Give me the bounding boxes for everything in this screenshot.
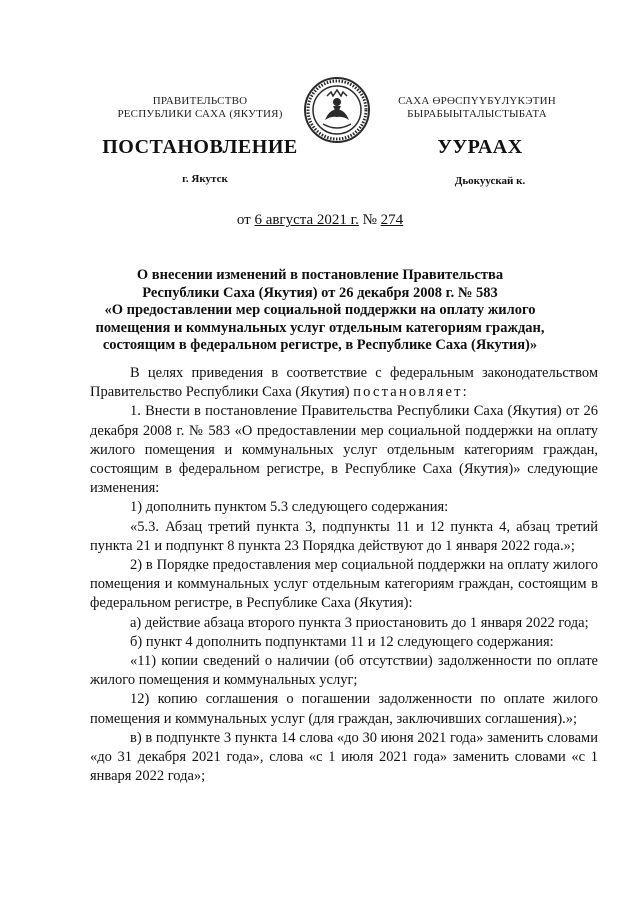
issuer-right bbox=[372, 95, 582, 121]
body-paragraph: 12) копию соглашения о погашении задолженности по оплате жилого помещения и коммунальных услуг (для граждан, заключивших соглашения).»; bbox=[90, 691, 598, 727]
preamble-text: В целях приведения в соответствие с федеральным законодательством Правительство Республики Саха (Якутия) bbox=[90, 365, 598, 401]
date-prefix: от bbox=[236, 212, 251, 228]
issuer-right-line1: САХА ӨРӨСПҮҮБҮЛҮКЭТИН bbox=[398, 95, 556, 107]
body-paragraph: 1) дополнить пунктом 5.3 следующего содержания: bbox=[130, 499, 449, 516]
body-paragraph: 1. Внести в постановление Правительства Республики Саха (Якутия) от 26 декабря 2008 г. № 583 «О предоставлении мер социальной поддержки на оплату жилого помещения и коммунальных услуг отдельным категориям граждан, состоящим в федеральном регистре, в Республике Саха (Якутия)» следующие изменения: bbox=[90, 403, 598, 497]
doc-type-left: ПОСТАНОВЛЕНИЕ bbox=[102, 136, 298, 158]
document-title bbox=[90, 267, 550, 355]
doc-type-right: УУРААХ bbox=[437, 136, 523, 158]
document-number: 274 bbox=[380, 212, 404, 228]
date-value: 6 августа 2021 г. bbox=[254, 212, 359, 228]
body-paragraph: а) действие абзаца второго пункта 3 приостановить до 1 января 2022 года; bbox=[130, 614, 589, 631]
number-sign: № bbox=[362, 212, 377, 228]
title-line: состоящим в федеральном регистре, в Республике Саха (Якутия)» bbox=[102, 337, 538, 353]
issuer-left-line2: РЕСПУБЛИКИ САХА (ЯКУТИЯ) bbox=[117, 108, 283, 120]
issuer-left-line1: ПРАВИТЕЛЬСТВО bbox=[152, 95, 248, 107]
title-line: О внесении изменений в постановление Правительства bbox=[136, 267, 504, 283]
city-right: Дьокуускай к. bbox=[454, 175, 526, 187]
title-line: «О предоставлении мер социальной поддержки на оплату жилого bbox=[104, 302, 536, 318]
body-paragraph: 2) в Порядке предоставления мер социальной поддержки на оплату жилого помещения и коммунальных услуг отдельным категориям граждан, состоящим в федеральном регистре, в Республике Саха (Якутия): bbox=[90, 557, 598, 612]
issuer-left bbox=[95, 95, 305, 121]
coat-of-arms-emblem bbox=[303, 76, 371, 144]
preamble-paragraph bbox=[90, 364, 598, 402]
city-left: г. Якутск bbox=[182, 173, 228, 185]
date-line bbox=[0, 212, 640, 229]
body-paragraph: б) пункт 4 дополнить подпунктами 11 и 12 следующего содержания: bbox=[130, 633, 554, 650]
title-line: помещения и коммунальных услуг отдельным категориям граждан, bbox=[95, 319, 545, 336]
document-body bbox=[90, 364, 598, 786]
body-paragraph: «11) копии сведений о наличии (об отсутствии) задолженности по оплате жилого помещения и коммунальных услуг; bbox=[90, 653, 598, 689]
body-paragraph: в) в подпункте 3 пункта 14 слова «до 30 июня 2021 года» заменить словами «до 31 декабря 2021 года», слова «с 1 июля 2021 года» заменить словами «с 1 января 2022 года»; bbox=[90, 729, 598, 785]
title-line: Республики Саха (Якутия) от 26 декабря 2008 г. № 583 bbox=[142, 284, 498, 301]
issuer-right-line2: БЫРАБЫЫТАЛЫСТЫБАТА bbox=[407, 108, 547, 120]
body-paragraph: «5.3. Абзац третий пункта 3, подпункты 11 и 12 пункта 4, абзац третий пункта 21 и подпункт 8 пункта 23 Порядка действуют до 1 января 2022 года.»; bbox=[90, 518, 598, 554]
resolves-word: постановляет: bbox=[353, 384, 469, 401]
